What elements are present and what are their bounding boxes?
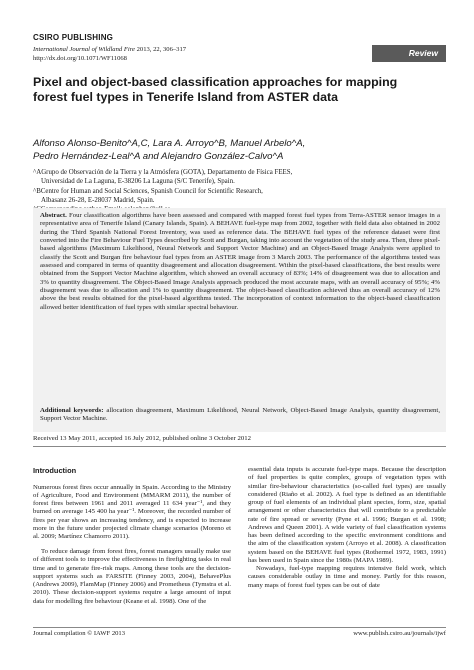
divider (33, 446, 446, 447)
abstract-text: Four classification algorithms have been assessed and compared with mapped forest fuel types from Terra-ASTER sensor images in a representative area of Tenerife Island (Canary Islands, Spain). A BEHAVE fuel-type map from 2002, together with field data also obtained in 2002 during the Third Spanish National Forest Inventory, was used as reference data. The BEHAVE fuel types of the reference dataset were first converted into the Fire Behaviour Fuel Types described by Scott and Burgan, taking into account the vegetation of the study area. Then, three pixel-based algorithms (Maximum Likelihood, Neural Network and Support Vector Machine) and an Object-Based Image Analysis were applied to classify the Scott and Burgan fire behaviour fuel types from an ASTER image from 3 March 2003. The performance of the algorithms tested was assessed and compared in terms of quantity disagreement and allocation disagreement. Within the pixel-based classifications, the best results were obtained from the Support Vector Machine algorithm, which showed an overall accuracy of 83%; 14% of disagreement was due to allocation and 3% to quantity disagreement. The Object-Based Image Analysis approach produced the most accurate maps, with an overall accuracy of 95%; 4% disagreement was due to allocation and 1% to quantity disagreement. The object-based classification achieved thus an overall accuracy of 12% above the best results obtained for the pixel-based algorithms tested. The incorporation of context information to the object-based classification allowed better identification of fuel types with similar spectral behaviour. (40, 212, 440, 311)
keywords-text: allocation disagreement, Maximum Likelihood, Neural Network, Object-Based Image Analysis, quantity disagreement, Support Vector Machine. (40, 407, 441, 423)
right-column (248, 466, 446, 590)
right-paragraph-1: essential data inputs is accurate fuel-type maps. Because the description of fuel properties is quite complex, groups of vegetation types with similar fire-behaviour characteristics (so-called fuel types) are usually considered (Riaño et al. 2002). A fuel type is defined as an identifiable group of fuel elements of an individual plant species, form, size, spatial arrangement or other characteristics that will contribute to a predictable rate of fire spread or severity (Pyne et al. 1996; Burgan et al. 1998; Andrews and Queen 2001). A wide variety of fuel classification systems has been defined according to the specific environment conditions and the aim of the classification system (Arroyo et al. 2008). A classification system based on the BEHAVE fuel types (Rothermel 1972, 1983, 1991) has been used in Spain since the 1980s (MAPA 1989). (248, 466, 446, 564)
section-tag-bar (372, 45, 446, 62)
author-list (33, 138, 433, 163)
author-line-1: Alfonso Alonso-Benito^A,C, Lara A. Arroyo^B, Manuel Arbelo^A, (33, 138, 306, 149)
footer-copyright: Journal compilation © IAWF 2013 (33, 630, 126, 637)
affiliation-b: ^BCentre for Human and Social Sciences, Spanish Council for Scientific Research, (33, 187, 263, 195)
footer-divider (33, 627, 446, 628)
paper-title: Pixel and object-based classification approaches for mapping forest fuel types in Tenerife Island from ASTER data (33, 75, 398, 104)
received-dates: Received 13 May 2011, accepted 16 July 2012, published online 3 October 2012 (33, 435, 251, 442)
section-tag: Review (408, 48, 438, 58)
abstract-label: Abstract. (40, 212, 67, 219)
left-paragraph-2: To reduce damage from forest fires, forest managers usually make use of different tools to improve the effectiveness in firefighting tasks in real time and to generate fire-risk maps. Among these tools are the decision-support systems such as FARSITE (Finney 2003, 2004), BehavePlus (Andrews 2009), FlamMap (Finney 2006) and Prometheus (Tymstra et al. 2010). These decision-support systems require a large amount of input data for modelling fire behaviour (Keane et al. 1998). One of the (33, 548, 231, 605)
journal-name: International Journal of Wildland Fire (33, 46, 135, 53)
footer-url[interactable]: www.publish.csiro.au/journals/ijwf (353, 630, 446, 637)
keywords (40, 407, 440, 424)
affiliation-b-cont: Albasanz 26-28, E-28037 Madrid, Spain. (41, 196, 155, 204)
right-paragraph-2: Nowadays, fuel-type mapping requires intensive field work, which causes considerable outlay in time and money. Partly for this reason, many maps of forest fuel types can be out of date (248, 565, 446, 589)
keywords-label: Additional keywords: (40, 407, 104, 414)
left-column (33, 477, 231, 613)
journal-volume-pages: 2013, 22, 306–317 (136, 46, 187, 53)
abstract (40, 212, 440, 312)
author-line-2: Pedro Hernández-Leal^A and Alejandro González-Calvo^A (33, 150, 284, 162)
doi-link[interactable]: http://dx.doi.org/10.1071/WF11068 (33, 55, 127, 62)
journal-citation (33, 46, 186, 53)
affiliation-a-cont: Universidad de La Laguna, E-38206 La Laguna (S/C Tenerife), Spain. (41, 178, 235, 186)
left-paragraph-1: Numerous forest fires occur annually in Spain. According to the Ministry of Agriculture, Food and Environment (MMARM 2011), the number of forest fires between 1961 and 2011 averaged 11 634 year⁻¹, and they burned on average 145 400 ha year⁻¹. Moreover, the recorded number of fires per year shows an increasing tendency, and is expected to increase more in the future under projected climate change scenarios (Moreno et al. 2009; Martínez Chamorro 2011). (33, 483, 231, 541)
affiliation-a: ^AGrupo de Observación de la Tierra y la Atmósfera (GOTA), Departamento de Física FEES, (33, 169, 293, 176)
publisher-name: CSIRO PUBLISHING (33, 33, 114, 42)
introduction-heading: Introduction (33, 466, 77, 475)
